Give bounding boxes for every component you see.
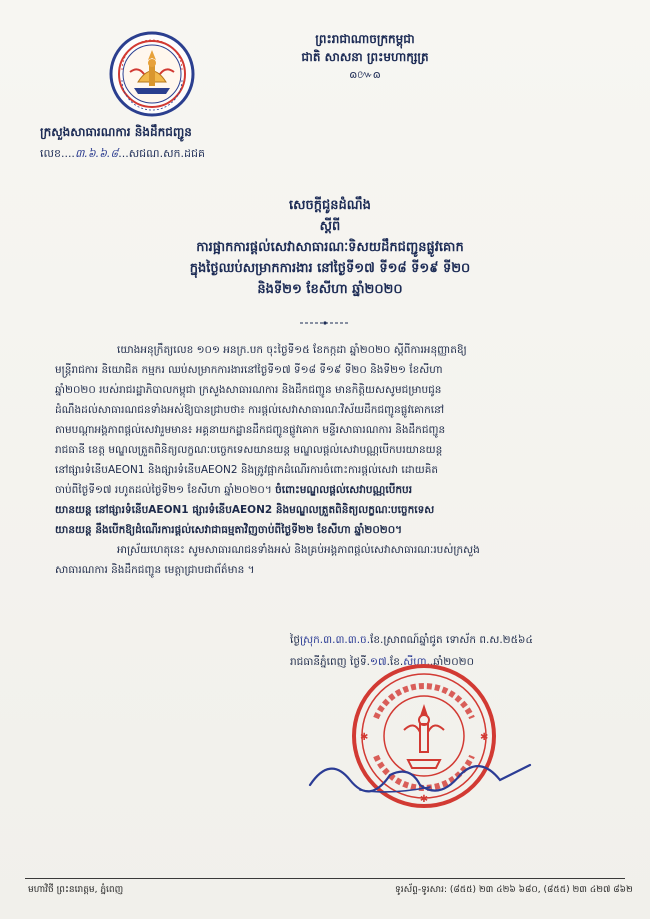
signature-icon: [300, 745, 540, 805]
svg-text:✱: ✱: [480, 732, 489, 743]
solar-date-mid: .ខែ.: [386, 656, 404, 668]
solar-date-prefix: រាជធានីភ្នំពេញ ថ្ងៃទី.: [290, 656, 370, 668]
lunar-date-suffix: ខែ.ស្រាពណ៍ឆ្នាំជូត ទោស័ក ព.ស.២៥៦៤: [370, 634, 533, 646]
body-line: មន្ត្រីរាជការ និយោជិត កម្មករ ឈប់សម្រាកការងារនៅថ្ងៃទី១៧ ទី១៨ ទី១៩ ទី២០ និងទី២១ ខែសីហា: [55, 364, 443, 376]
lunar-date-prefix: ថ្ងៃ: [290, 634, 300, 646]
notice-subject-line-1: ការផ្អាកការផ្តល់សេវាសាធារណៈទិសយដឹកជញ្ជូនផ្លូវគោក: [196, 240, 464, 255]
solar-date-day: ១៧: [370, 656, 387, 668]
header-ornament: ɷ៚ɷ: [349, 68, 381, 81]
lunar-date: [290, 634, 533, 649]
lunar-date-handwritten: ស្រុក.៣.៣.៣.ច.: [300, 634, 371, 646]
body-line: រាជធានី ខេត្ត មណ្ឌលត្រួតពិនិត្យលក្ខណៈបច្ចេកទេសយានយន្ត មណ្ឌលផ្តល់សេវាបណ្ណបើកបរយានយន្ត: [55, 444, 443, 456]
body-line: [55, 480, 620, 500]
body-line: យោងអនុក្រឹត្យលេខ ១០១ អនក្រ.បក ចុះថ្ងៃទី១៥ ខែកក្កដា ឆ្នាំ២០២០ ស្តីពីការអនុញ្ញាតឱ្យ: [117, 344, 467, 356]
body-line: អាស្រ័យហេតុនេះ សូមសាធារណជនទាំងអស់ និងគ្រប់អង្គភាពផ្តល់សេវាសាធារណៈរបស់ក្រសួង: [117, 544, 480, 556]
solar-date-month: សីហា: [403, 656, 427, 668]
reference-prefix: លេខ....: [40, 147, 75, 160]
national-motto: ជាតិ សាសនា ព្រះមហាក្សត្រ: [301, 50, 429, 64]
body-bold-span: ចំពោះមណ្ឌលផ្តល់សេវាបណ្ណបើកបរ: [275, 484, 413, 496]
kingdom-header: [255, 30, 475, 84]
notice-title-block: [140, 195, 520, 300]
reference-suffix: ...សជណ.សក.ដជគ: [118, 147, 205, 160]
notice-subject-line-3: និងទី២១ ខែសីហា ឆ្នាំ២០២០: [257, 282, 403, 297]
notice-body: [55, 340, 620, 580]
footer-phone: ទូរស័ព្ទ-ទូរសារ: (៨៥៥) ២៣ ៤២៦ ៦៨០, (៨៥៥) ២៣ ៤២៧ ៨៦២: [395, 885, 633, 895]
body-line: ដំណឹងដល់សាធារណជនទាំងអស់ឱ្យបានជ្រាបថា៖ ការផ្តល់សេវាសាធារណៈវិស័យដឹកជញ្ជូនផ្លូវគោកនៅ: [55, 404, 445, 416]
svg-text:✱: ✱: [360, 732, 369, 743]
kingdom-title: ព្រះរាជាណាចក្រកម្ពុជា: [315, 32, 415, 46]
reference-number: [40, 147, 205, 163]
body-line: នៅផ្សារទំនើបAEON1 និងផ្សារទំនើបAEON2 និងត្រូវផ្អាកដំណើរការចំពោះការផ្តល់សេវា ដោយគិត: [55, 464, 439, 476]
footer-address: មហាវិថី ព្រះនរោត្តម, ភ្នំពេញ: [28, 885, 124, 895]
body-line: សាធារណការ និងដឹកជញ្ជូន មេត្តាជ្រាបជាព័ត៌មាន ។: [55, 564, 255, 576]
reference-handwritten: ៣.៦.៦.៨: [74, 147, 119, 160]
solar-date-suffix: ..ឆ្នាំ២០២០: [426, 656, 475, 668]
body-line: តាមបណ្តាអង្គភាពផ្តល់សេវារួមមាន៖ អគ្គនាយកដ្ឋានដឹកជញ្ជូនផ្លូវគោក មន្ទីរសាធារណការ និងដឹកជញ្ជូន: [55, 424, 446, 436]
ornament-divider-icon: [300, 321, 350, 325]
ministry-emblem-icon: [108, 30, 196, 118]
notice-title: សេចក្តីជូនដំណឹង: [289, 198, 371, 213]
svg-text:✱: ✱: [419, 794, 429, 805]
footer-divider: [25, 878, 625, 879]
body-line: ឆ្នាំ២០២០ របស់រាជរដ្ឋាភិបាលកម្ពុជា ក្រសួងសាធារណការ និងដឹកជញ្ជូន មានកិត្តិយសសូមជម្រាបជូន: [55, 384, 442, 396]
notice-subject-label: ស្តីពី: [319, 219, 341, 234]
ministry-name: ក្រសួងសាធារណការ និងដឹកជញ្ជូន: [40, 125, 192, 139]
body-line-bold: យានយន្ត នៅផ្សារទំនើបAEON1 ផ្សារទំនើបAEON2 និងមណ្ឌលត្រួតពិនិត្យលក្ខណៈបច្ចេកទេស: [55, 504, 435, 516]
body-text-span: ចាប់ពីថ្ងៃទី១៧ រហូតដល់ថ្ងៃទី២១ ខែសីហា ឆ្នាំ២០២០។: [55, 484, 272, 496]
body-line-bold: យានយន្ត នឹងបើកឱ្យដំណើរការផ្តល់សេវាជាធម្មតាវិញចាប់ពីថ្ងៃទី២២ ខែសីហា ឆ្នាំ២០២០។: [55, 524, 403, 536]
notice-subject-line-2: ក្នុងថ្ងៃឈប់សម្រាកការងារ នៅថ្ងៃទី១៧ ទី១៨ ទី១៩ ទី២០: [189, 261, 471, 276]
